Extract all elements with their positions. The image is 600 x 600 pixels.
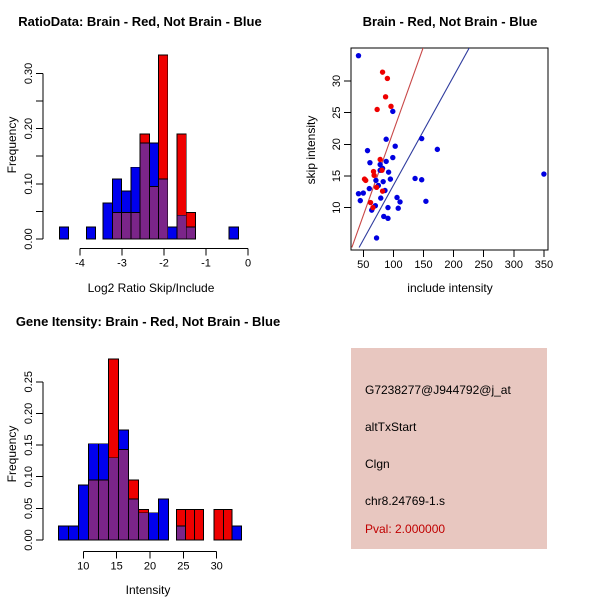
hist-bar-overlap — [186, 227, 195, 239]
gene-histogram-panel — [0, 300, 300, 600]
not-brain-fit-line — [359, 47, 470, 248]
scatter-point-blue — [356, 191, 361, 196]
hist-bar-blue — [79, 485, 89, 540]
x-tick-label: -2 — [159, 257, 169, 270]
scatter-point-blue — [385, 216, 390, 221]
hist-bar-red — [109, 359, 119, 458]
gene-symbol-text: Clgn — [365, 457, 390, 471]
x-tick-label: -3 — [117, 257, 127, 270]
x-tick-label: 10 — [77, 560, 90, 573]
scatter-point-blue — [356, 53, 361, 58]
hist-bar-blue — [69, 526, 79, 540]
x-tick-label: 0 — [244, 257, 252, 270]
x-tick-label: 15 — [110, 560, 123, 573]
hist-bar-blue — [89, 444, 99, 480]
hist-bar-red — [214, 510, 223, 540]
scatter-point-blue — [361, 190, 366, 195]
hist-bar-blue — [168, 227, 177, 239]
y-tick-label: 20 — [331, 138, 343, 151]
hist-bar-blue — [59, 526, 69, 540]
x-tick-label: 25 — [177, 560, 190, 573]
scatter-point-blue — [541, 171, 546, 176]
hist-bar-blue — [149, 143, 158, 187]
event-type-text: altTxStart — [365, 420, 417, 434]
hist-bar-overlap — [89, 480, 99, 540]
scatter-point-blue — [386, 169, 391, 174]
scatter-point-blue — [380, 179, 385, 184]
x-tick-label: 350 — [534, 259, 554, 271]
scatter-point-blue — [396, 206, 401, 211]
hist-bar-overlap — [139, 513, 149, 540]
hist-bar-red — [159, 55, 168, 179]
x-tick-label: 50 — [357, 259, 370, 271]
hist-bar-red — [223, 510, 232, 540]
hist-bar-overlap — [149, 187, 158, 239]
scatter-xlabel: include intensity — [407, 281, 493, 295]
scatter-point-red — [374, 107, 379, 112]
scatter-point-red — [379, 168, 384, 173]
hist-bar-blue — [229, 227, 238, 239]
hist-bar-red — [140, 134, 149, 143]
hist-bar-overlap — [177, 526, 186, 540]
x-tick-label: 200 — [444, 259, 463, 271]
y-tick-label: 0.10 — [23, 465, 35, 488]
scatter-point-red — [380, 188, 385, 193]
hist-bar-overlap — [177, 215, 186, 239]
x-tick-label: 20 — [143, 560, 157, 573]
scatter-point-blue — [412, 176, 417, 181]
x-tick-label: 250 — [474, 259, 493, 271]
ratio-histogram-xlabel: Log2 Ratio Skip/Include — [87, 281, 215, 295]
ratio-histogram-plot — [0, 0, 300, 300]
hist-bar-blue — [122, 191, 131, 213]
scatter-point-red — [385, 76, 390, 81]
scatter-point-blue — [374, 235, 379, 240]
scatter-point-blue — [419, 177, 424, 182]
hist-bar-red — [177, 134, 186, 215]
x-tick-label: -4 — [75, 257, 85, 270]
gene-info-box — [351, 348, 547, 549]
y-tick-label: 0.00 — [23, 228, 35, 250]
scatter-point-blue — [390, 155, 395, 160]
hist-bar-overlap — [99, 480, 109, 540]
hist-bar-blue — [131, 167, 140, 212]
hist-bar-blue — [159, 499, 169, 540]
scatter-point-red — [377, 157, 382, 162]
scatter-point-red — [371, 173, 376, 178]
scatter-ylabel: skip intensity — [304, 115, 318, 185]
scatter-point-blue — [373, 178, 378, 183]
hist-bar-overlap — [140, 143, 149, 239]
scatter-point-blue — [378, 195, 383, 200]
scatter-point-blue — [423, 199, 428, 204]
y-tick-label: 0.25 — [23, 371, 35, 393]
y-tick-label: 0.15 — [23, 434, 35, 456]
y-tick-label: 0.30 — [23, 62, 35, 85]
hist-bar-red — [186, 510, 195, 540]
hist-bar-blue — [119, 430, 129, 450]
x-tick-label: 100 — [384, 259, 403, 271]
scatter-point-red — [368, 200, 373, 205]
scatter-point-red — [380, 69, 385, 74]
gene-histogram-ylabel: Frequency — [5, 425, 19, 483]
y-tick-label: 0.10 — [23, 173, 35, 195]
scatter-point-blue — [419, 136, 424, 141]
pval-text: Pval: 2.000000 — [365, 522, 446, 536]
hist-bar-blue — [112, 179, 121, 213]
hist-bar-overlap — [131, 213, 140, 239]
chromosome-location-text: chr8.24769-1.s — [365, 494, 446, 508]
gene-histogram-plot — [0, 300, 300, 600]
scatter-plot — [300, 0, 600, 300]
hist-bar-blue — [232, 526, 241, 540]
info-panel — [300, 300, 600, 600]
hist-bar-red — [177, 510, 186, 526]
ratio-histogram-panel — [0, 0, 300, 300]
scatter-point-blue — [367, 186, 372, 191]
y-tick-label: 30 — [331, 74, 343, 88]
hist-bar-overlap — [112, 213, 121, 239]
gene-histogram-title: Gene Itensity: Brain - Red, Not Brain - Blue — [15, 314, 281, 329]
scatter-point-blue — [390, 109, 395, 114]
probe-id-text: G7238277@J944792@j_at — [365, 383, 511, 397]
y-tick-label: 0.20 — [23, 402, 35, 425]
hist-bar-red — [186, 213, 195, 227]
y-tick-label: 10 — [331, 201, 343, 214]
hist-bar-overlap — [129, 499, 139, 540]
scatter-point-red — [370, 205, 375, 210]
hist-bar-blue — [149, 513, 159, 540]
scatter-point-blue — [365, 148, 370, 153]
hist-bar-overlap — [122, 213, 131, 239]
x-tick-label: 30 — [210, 560, 223, 573]
scatter-point-red — [388, 104, 393, 109]
hist-bar-red — [129, 480, 139, 499]
y-tick-label: 0.05 — [23, 497, 35, 520]
ratio-histogram-title: RatioData: Brain - Red, Not Brain - Blue — [18, 14, 262, 29]
y-tick-label: 15 — [331, 169, 343, 183]
hist-bar-red — [194, 510, 203, 540]
ratio-histogram-ylabel: Frequency — [5, 116, 19, 174]
scatter-point-blue — [383, 159, 388, 164]
scatter-point-red — [363, 178, 368, 183]
scatter-point-blue — [367, 160, 372, 165]
scatter-point-blue — [358, 198, 363, 203]
scatter-point-blue — [435, 147, 440, 152]
plot-box — [351, 48, 548, 250]
scatter-point-blue — [388, 176, 393, 181]
scatter-point-blue — [393, 143, 398, 148]
scatter-point-blue — [385, 205, 390, 210]
x-tick-label: 150 — [414, 259, 433, 271]
hist-bar-red — [139, 510, 149, 513]
y-tick-label: 0.20 — [23, 117, 35, 140]
hist-bar-blue — [103, 203, 112, 239]
gene-histogram-xlabel: Intensity — [125, 583, 171, 597]
x-tick-label: -1 — [201, 257, 211, 270]
hist-bar-blue — [86, 227, 95, 239]
scatter-point-red — [383, 94, 388, 99]
scatter-point-blue — [394, 195, 399, 200]
scatter-panel — [300, 0, 600, 300]
scatter-point-blue — [397, 199, 402, 204]
x-tick-label: 300 — [504, 259, 523, 271]
scatter-title: Brain - Red, Not Brain - Blue — [362, 14, 538, 29]
scatter-point-blue — [383, 137, 388, 142]
y-tick-label: 0.00 — [23, 529, 35, 551]
hist-bar-overlap — [109, 458, 119, 540]
y-tick-label: 25 — [331, 106, 343, 119]
hist-bar-overlap — [159, 179, 168, 239]
scatter-point-red — [374, 185, 379, 190]
hist-bar-blue — [99, 444, 109, 480]
hist-bar-overlap — [119, 449, 129, 540]
hist-bar-blue — [59, 227, 68, 239]
